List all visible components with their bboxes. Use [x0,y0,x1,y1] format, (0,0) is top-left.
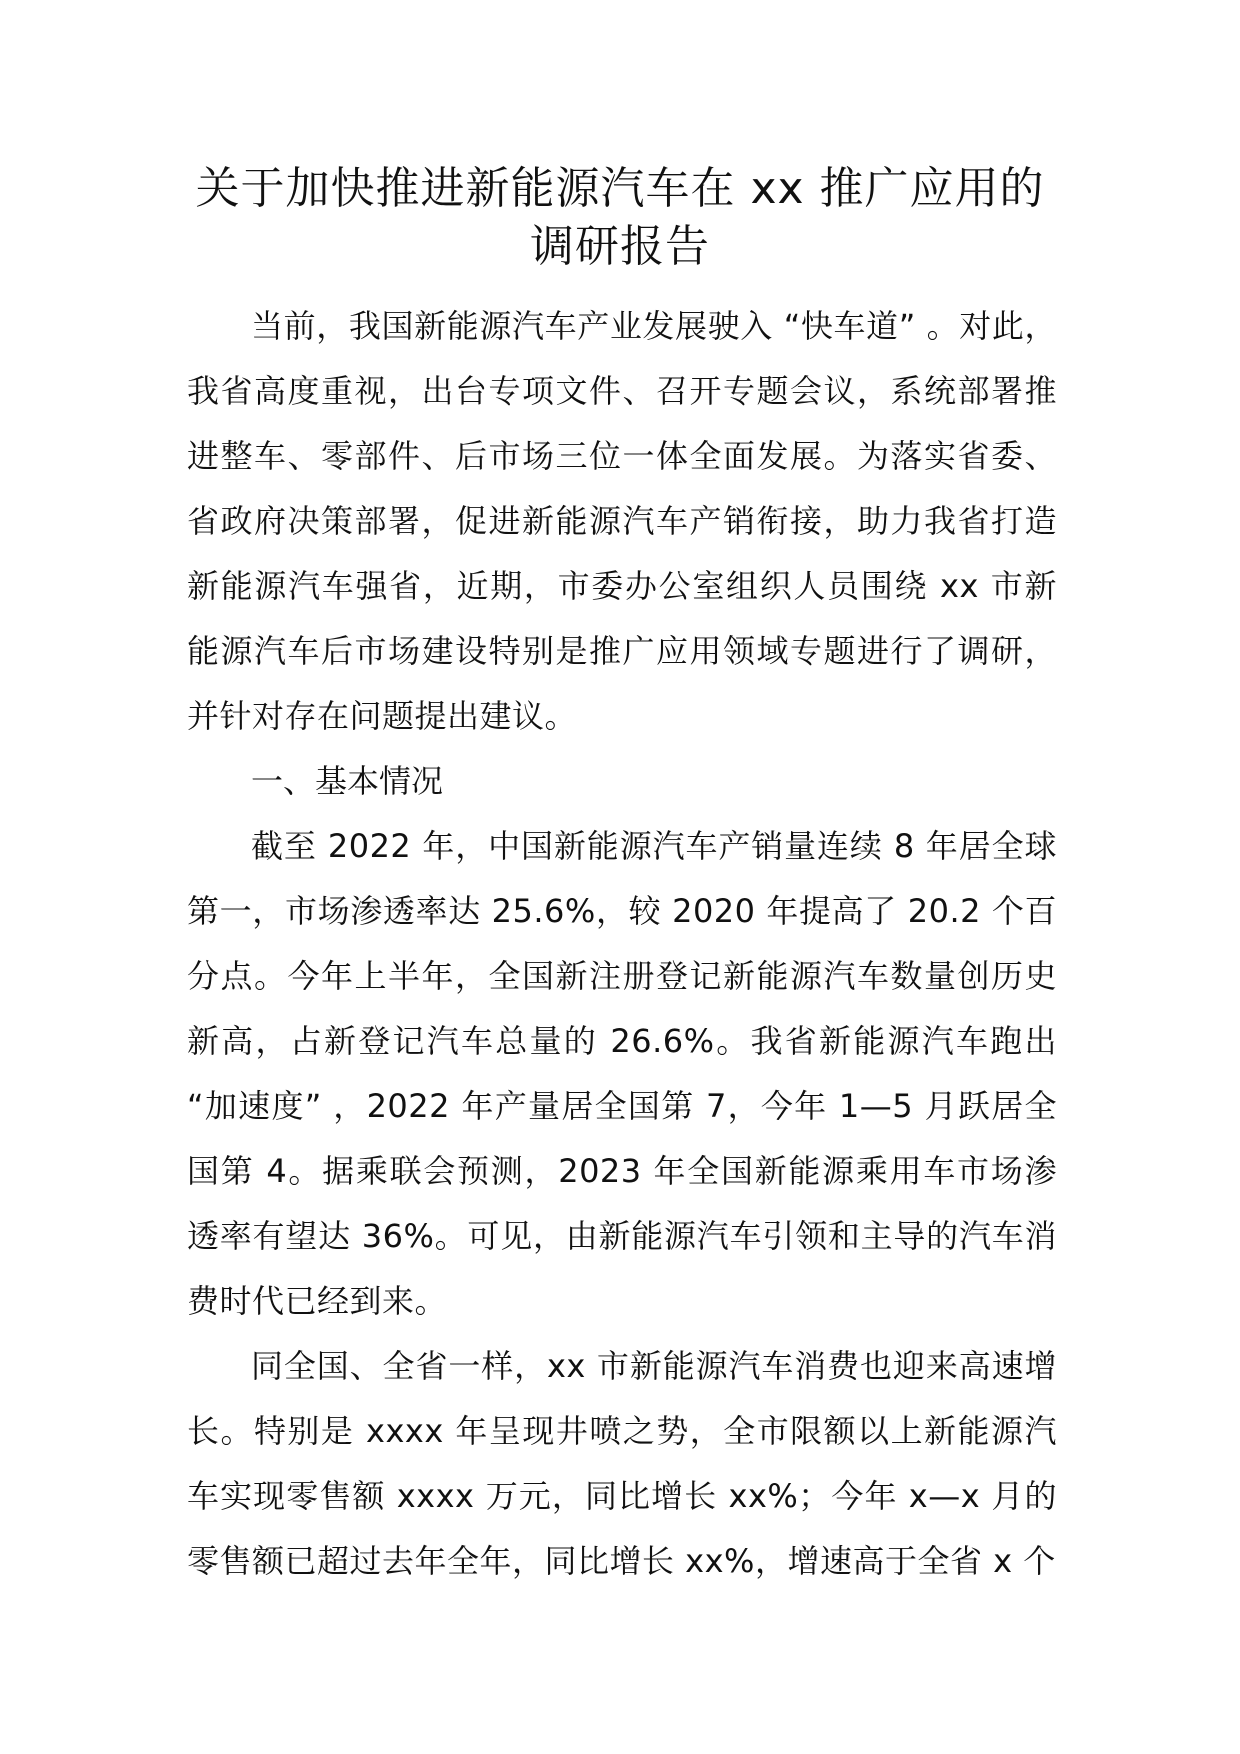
paragraph-national-data: 截至 2022 年，中国新能源汽车产销量连续 8 年居全球第一，市场渗透率达 25.6%，较 2020 年提高了 20.2 个百分点。今年上半年，全国新注册登记新能源汽车数量创历史新高，占新登记汽车总量的 26.6%。我省新能源汽车跑出 “加速度” ，2022 年产量居全国第 7，今年 1—5 月跃居全国第 4。据乘联会预测，2023 年全国新能源乘用车市场渗透率有望达 36%。可见，由新能源汽车引领和主导的汽车消费时代已经到来。 [187,827,1057,1320]
section-heading-basic-situation: 一、基本情况 [251,762,444,800]
document-title [150,160,1090,276]
document-body [187,294,1057,1594]
paragraph-intro: 当前，我国新能源汽车产业发展驶入 “快车道” 。对此，我省高度重视，出台专项文件、召开专题会议，系统部署推进整车、零部件、后市场三位一体全面发展。为落实省委、省政府决策部署，促进新能源汽车产销衔接，助力我省打造新能源汽车强省，近期，市委办公室组织人员围绕 xx 市新能源汽车后市场建设特别是推广应用领域专题进行了调研，并针对存在问题提出建议。 [187,307,1057,735]
paragraph-city-data: 同全国、全省一样，xx 市新能源汽车消费也迎来高速增长。特别是 xxxx 年呈现井喷之势，全市限额以上新能源汽车实现零售额 xxxx 万元，同比增长 xx%；今年 x—x 月的零售额已超过去年全年，同比增长 xx%，增速高于全省 x 个 [187,1347,1057,1580]
title-line-2: 调研报告 [530,221,710,272]
title-line-1: 关于加快推进新能源汽车在 xx 推广应用的 [195,163,1045,214]
